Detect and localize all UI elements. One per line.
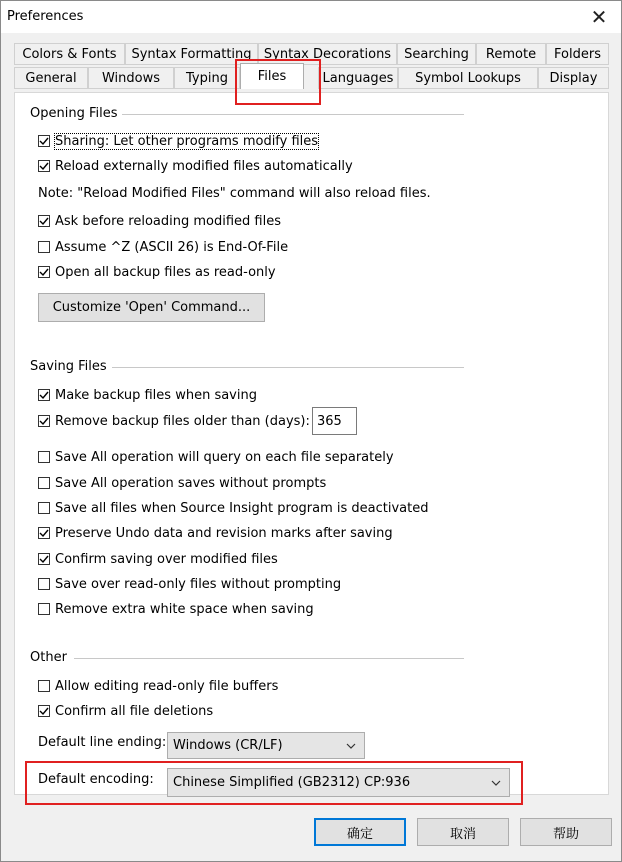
tab-general[interactable]: General	[14, 67, 88, 89]
checkbox-checked-icon	[38, 160, 50, 172]
tab-windows[interactable]: Windows	[88, 67, 174, 89]
chevron-down-icon	[491, 780, 501, 786]
checkbox-checked-icon	[38, 415, 50, 427]
checkbox-unchecked-icon	[38, 502, 50, 514]
checkbox-checked-icon	[38, 705, 50, 717]
close-icon[interactable]: ✕	[590, 5, 608, 29]
ok-button[interactable]: 确定	[314, 818, 406, 846]
checkbox-checked-icon	[38, 266, 50, 278]
tab-folders[interactable]: Folders	[546, 43, 609, 65]
assume-eof-checkbox[interactable]: Assume ^Z (ASCII 26) is End-Of-File	[38, 238, 288, 256]
cancel-button[interactable]: 取消	[417, 818, 509, 846]
other-group-title: Other	[30, 650, 67, 665]
checkbox-unchecked-icon	[38, 241, 50, 253]
tab-symbol-lookups[interactable]: Symbol Lookups	[398, 67, 538, 89]
encoding-select[interactable]: Chinese Simplified (GB2312) CP:936	[167, 768, 510, 797]
tab-colors-fonts[interactable]: Colors & Fonts	[14, 43, 125, 65]
tab-typing[interactable]: Typing	[174, 67, 240, 89]
ask-reload-checkbox[interactable]: Ask before reloading modified files	[38, 212, 281, 230]
chevron-down-icon	[346, 743, 356, 749]
title-bar	[1, 1, 621, 33]
line-ending-select[interactable]: Windows (CR/LF)	[167, 732, 365, 759]
checkbox-unchecked-icon	[38, 477, 50, 489]
tab-files[interactable]: Files	[240, 63, 304, 89]
tab-syntax-decorations[interactable]: Syntax Decorations	[258, 43, 397, 65]
save-readonly-checkbox[interactable]: Save over read-only files without prompting	[38, 575, 341, 593]
reload-note: Note: "Reload Modified Files" command will also reload files.	[38, 186, 431, 201]
tab-syntax-formatting[interactable]: Syntax Formatting	[125, 43, 258, 65]
checkbox-checked-icon	[38, 135, 50, 147]
remove-backup-checkbox[interactable]: Remove backup files older than (days):	[38, 412, 310, 430]
save-all-query-checkbox[interactable]: Save All operation will query on each file separately	[38, 448, 394, 466]
checkbox-checked-icon	[38, 527, 50, 539]
checkbox-checked-icon	[38, 215, 50, 227]
make-backup-checkbox[interactable]: Make backup files when saving	[38, 386, 257, 404]
allow-editing-readonly-checkbox[interactable]: Allow editing read-only file buffers	[38, 677, 278, 695]
confirm-deletions-checkbox[interactable]: Confirm all file deletions	[38, 702, 213, 720]
confirm-saving-checkbox[interactable]: Confirm saving over modified files	[38, 550, 278, 568]
tab-remote[interactable]: Remote	[476, 43, 546, 65]
sharing-checkbox[interactable]: Sharing: Let other programs modify files	[38, 132, 318, 150]
help-button[interactable]: 帮助	[520, 818, 612, 846]
remove-whitespace-checkbox[interactable]: Remove extra white space when saving	[38, 600, 314, 618]
checkbox-checked-icon	[38, 553, 50, 565]
checkbox-unchecked-icon	[38, 578, 50, 590]
tab-display[interactable]: Display	[538, 67, 609, 89]
tab-languages[interactable]: Languages	[318, 67, 398, 89]
checkbox-unchecked-icon	[38, 603, 50, 615]
group-divider	[122, 114, 464, 115]
open-backup-checkbox[interactable]: Open all backup files as read-only	[38, 263, 276, 281]
group-divider	[112, 367, 464, 368]
group-divider	[74, 658, 464, 659]
save-on-deactivate-checkbox[interactable]: Save all files when Source Insight program is deactivated	[38, 499, 429, 517]
backup-days-input[interactable]: 365	[312, 407, 357, 435]
checkbox-checked-icon	[38, 389, 50, 401]
opening-files-group-title: Opening Files	[30, 106, 118, 121]
checkbox-unchecked-icon	[38, 451, 50, 463]
customize-open-command-button[interactable]: Customize 'Open' Command...	[38, 293, 265, 322]
encoding-label: Default encoding:	[38, 772, 154, 787]
preserve-undo-checkbox[interactable]: Preserve Undo data and revision marks after saving	[38, 524, 393, 542]
saving-files-group-title: Saving Files	[30, 359, 107, 374]
reload-checkbox[interactable]: Reload externally modified files automatically	[38, 157, 353, 175]
tab-searching[interactable]: Searching	[397, 43, 476, 65]
checkbox-unchecked-icon	[38, 680, 50, 692]
line-ending-label: Default line ending:	[38, 735, 167, 750]
save-all-noprompt-checkbox[interactable]: Save All operation saves without prompts	[38, 474, 326, 492]
window-title: Preferences	[7, 9, 84, 24]
